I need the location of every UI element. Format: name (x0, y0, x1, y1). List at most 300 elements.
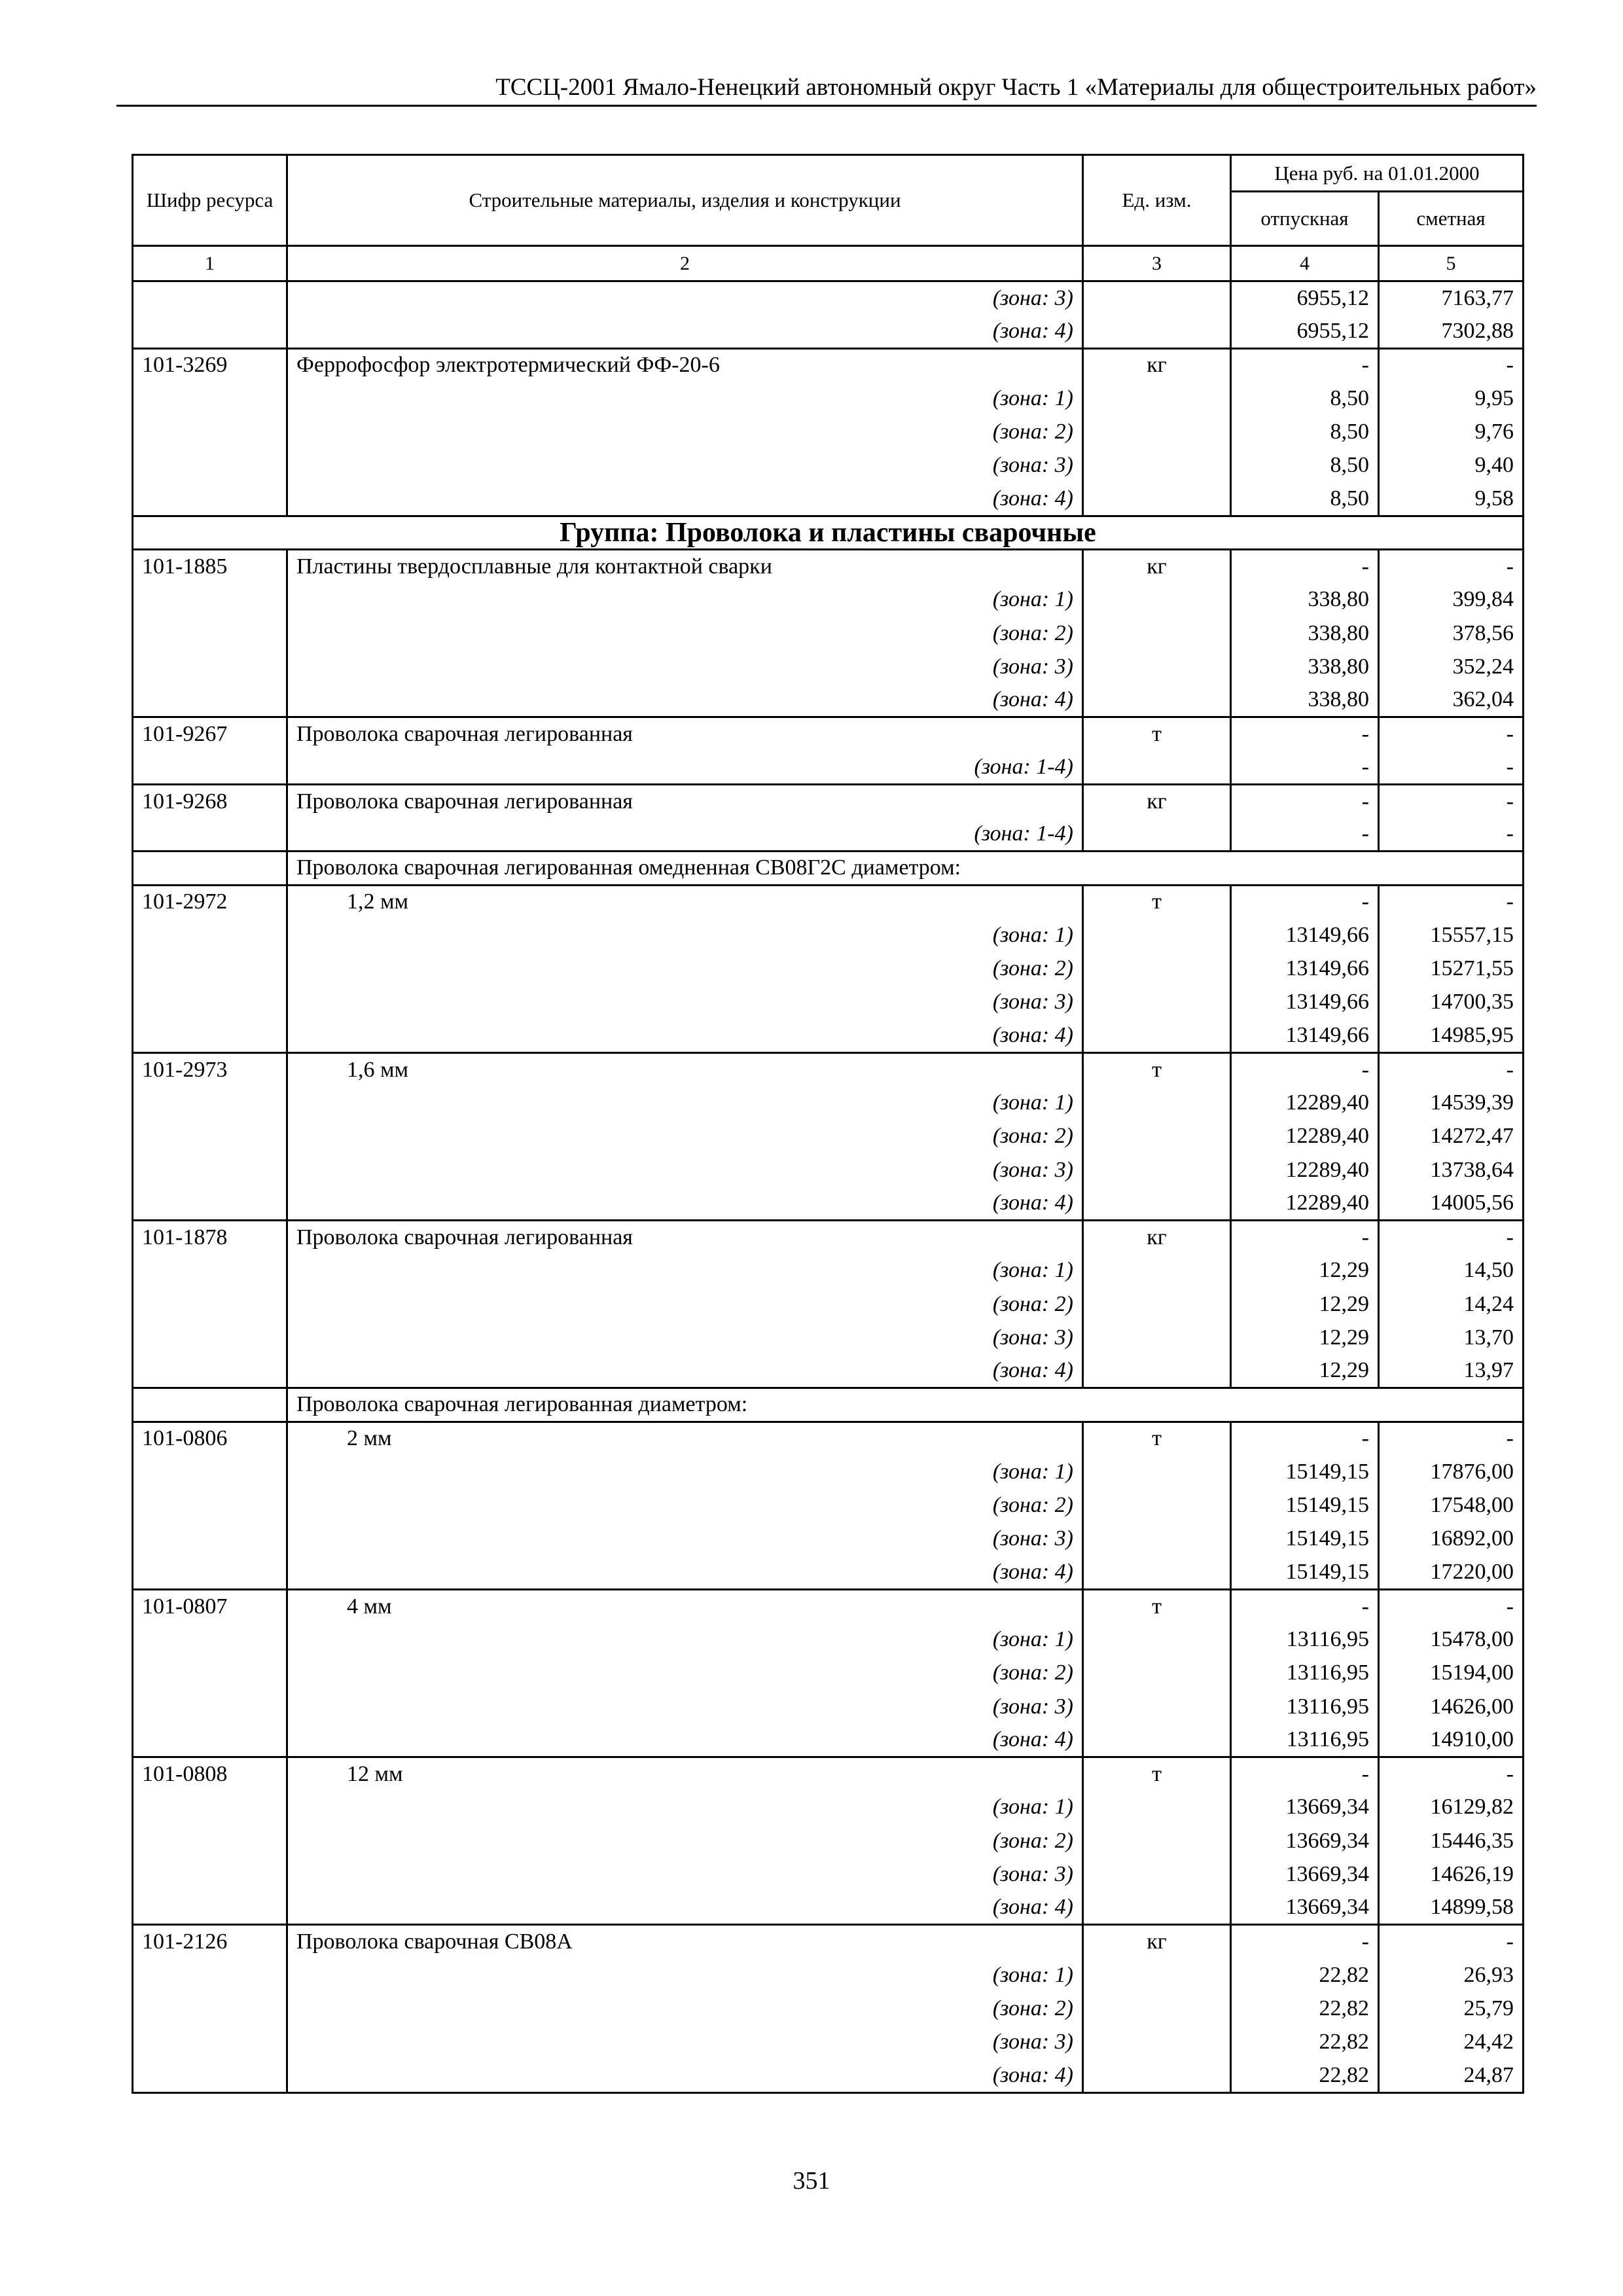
unit-cell (1083, 818, 1231, 852)
unit-cell (1083, 416, 1231, 449)
release-price: 8,50 (1231, 449, 1379, 482)
estimate-price: - (1379, 1422, 1524, 1455)
zone-label: (зона: 4) (287, 1723, 1083, 1757)
release-price: 8,50 (1231, 416, 1379, 449)
unit-cell: т (1083, 1757, 1231, 1791)
estimate-price: 17876,00 (1379, 1455, 1524, 1488)
release-price: 338,80 (1231, 617, 1379, 650)
unit-cell (1083, 1086, 1231, 1120)
release-price: 13149,66 (1231, 1019, 1379, 1052)
estimate-price: 362,04 (1379, 684, 1524, 717)
zone-label: (зона: 2) (287, 1120, 1083, 1153)
release-price: - (1231, 1052, 1379, 1086)
zone-label: (зона: 1) (287, 1623, 1083, 1657)
code-cell (133, 1556, 287, 1589)
release-price: 15149,15 (1231, 1556, 1379, 1589)
code-cell (133, 1086, 287, 1120)
release-price: 12,29 (1231, 1321, 1379, 1354)
estimate-price: 14272,47 (1379, 1120, 1524, 1153)
zone-label: (зона: 1) (287, 1086, 1083, 1120)
table-row (133, 1925, 1524, 1958)
code-cell (133, 818, 287, 852)
unit-cell (1083, 952, 1231, 986)
unit-cell (1083, 1019, 1231, 1052)
column-number: 3 (1083, 246, 1231, 281)
zone-row (133, 1623, 1524, 1657)
release-price: 12289,40 (1231, 1086, 1379, 1120)
estimate-price: 24,87 (1379, 2059, 1524, 2092)
unit-cell (1083, 1153, 1231, 1187)
estimate-price: 14985,95 (1379, 1019, 1524, 1052)
code-cell (133, 852, 287, 885)
estimate-price: 9,95 (1379, 382, 1524, 415)
release-price: 13116,95 (1231, 1623, 1379, 1657)
unit-cell (1083, 583, 1231, 617)
resource-code: 101-0806 (133, 1422, 287, 1455)
code-cell (133, 650, 287, 683)
code-cell (133, 2026, 287, 2059)
zone-label: (зона: 3) (287, 281, 1083, 315)
material-name: Пластины твердосплавные для контактной сварки (287, 550, 1083, 583)
release-price: 13116,95 (1231, 1657, 1379, 1690)
zone-row (133, 1120, 1524, 1153)
subheading-row (133, 1388, 1524, 1422)
zone-row (133, 1522, 1524, 1556)
estimate-price: 14005,56 (1379, 1187, 1524, 1220)
code-cell (133, 986, 287, 1019)
estimate-price: 14910,00 (1379, 1723, 1524, 1757)
code-cell (133, 1892, 287, 1925)
table-row (133, 1757, 1524, 1791)
code-cell (133, 1657, 287, 1690)
estimate-price: 399,84 (1379, 583, 1524, 617)
estimate-price: 378,56 (1379, 617, 1524, 650)
zone-label: (зона: 4) (287, 2059, 1083, 2092)
material-name: 4 мм (287, 1589, 1083, 1623)
code-cell (133, 1824, 287, 1857)
estimate-price: 14,50 (1379, 1254, 1524, 1287)
estimate-price: - (1379, 1757, 1524, 1791)
code-cell (133, 1623, 287, 1657)
resource-code: 101-2973 (133, 1052, 287, 1086)
unit-cell (1083, 2059, 1231, 2092)
material-name: Проволока сварочная легированная (287, 1221, 1083, 1254)
col-header-estimate: сметная (1379, 192, 1524, 246)
release-price: 15149,15 (1231, 1455, 1379, 1488)
release-price: 6955,12 (1231, 281, 1379, 315)
release-price: 13669,34 (1231, 1892, 1379, 1925)
estimate-price: - (1379, 1052, 1524, 1086)
zone-label: (зона: 4) (287, 482, 1083, 516)
release-price: 12,29 (1231, 1254, 1379, 1287)
code-cell (133, 1187, 287, 1220)
unit-cell (1083, 1657, 1231, 1690)
estimate-price: 15478,00 (1379, 1623, 1524, 1657)
resource-code: 101-0808 (133, 1757, 287, 1791)
subheading-text: Проволока сварочная легированная диаметром: (287, 1388, 1524, 1422)
unit-cell (1083, 1321, 1231, 1354)
code-cell (133, 482, 287, 516)
unit-cell (1083, 1522, 1231, 1556)
running-header: ТССЦ-2001 Ямало-Ненецкий автономный округ Часть 1 «Материалы для общестроительных работ» (495, 74, 1537, 101)
zone-label: (зона: 2) (287, 952, 1083, 986)
release-price: 22,82 (1231, 1992, 1379, 2025)
code-cell (133, 1120, 287, 1153)
column-number-row (133, 246, 1524, 281)
code-cell (133, 1723, 287, 1757)
zone-label: (зона: 3) (287, 1153, 1083, 1187)
unit-cell: кг (1083, 1925, 1231, 1958)
zone-row (133, 2059, 1524, 2092)
table-row (133, 1422, 1524, 1455)
unit-cell (1083, 1892, 1231, 1925)
estimate-price: 14700,35 (1379, 986, 1524, 1019)
unit-cell (1083, 1355, 1231, 1388)
code-cell (133, 1455, 287, 1488)
unit-cell (1083, 751, 1231, 784)
zone-label: (зона: 2) (287, 617, 1083, 650)
unit-cell (1083, 1690, 1231, 1723)
estimate-price: 9,76 (1379, 416, 1524, 449)
zone-label: (зона: 1) (287, 583, 1083, 617)
column-number: 5 (1379, 246, 1524, 281)
code-cell (133, 1321, 287, 1354)
release-price: 338,80 (1231, 684, 1379, 717)
code-cell (133, 952, 287, 986)
material-name: 2 мм (287, 1422, 1083, 1455)
release-price: 8,50 (1231, 482, 1379, 516)
zone-label: (зона: 4) (287, 315, 1083, 348)
release-price: 12,29 (1231, 1355, 1379, 1388)
zone-row (133, 1892, 1524, 1925)
release-price: - (1231, 717, 1379, 751)
col-header-name: Строительные материалы, изделия и конструкции (287, 155, 1083, 246)
release-price: - (1231, 885, 1379, 918)
estimate-price: - (1379, 818, 1524, 852)
code-cell (133, 315, 287, 348)
release-price: 13669,34 (1231, 1857, 1379, 1891)
release-price: 12289,40 (1231, 1153, 1379, 1187)
zone-label: (зона: 1-4) (287, 818, 1083, 852)
estimate-price: 14626,19 (1379, 1857, 1524, 1891)
unit-cell (1083, 1958, 1231, 1992)
unit-cell: т (1083, 717, 1231, 751)
zone-row (133, 1690, 1524, 1723)
code-cell (133, 281, 287, 315)
zone-label: (зона: 1-4) (287, 751, 1083, 784)
zone-label: (зона: 1) (287, 1958, 1083, 1992)
release-price: 22,82 (1231, 2059, 1379, 2092)
zone-row (133, 1992, 1524, 2025)
resource-code: 101-1885 (133, 550, 287, 583)
zone-label: (зона: 3) (287, 650, 1083, 683)
unit-cell (1083, 1187, 1231, 1220)
unit-cell (1083, 650, 1231, 683)
release-price: - (1231, 1925, 1379, 1958)
unit-cell: т (1083, 1052, 1231, 1086)
unit-cell (1083, 684, 1231, 717)
release-price: 12,29 (1231, 1287, 1379, 1321)
zone-label: (зона: 3) (287, 1522, 1083, 1556)
zone-row (133, 1489, 1524, 1522)
release-price: - (1231, 348, 1379, 382)
release-price: 15149,15 (1231, 1489, 1379, 1522)
estimate-price: 16892,00 (1379, 1522, 1524, 1556)
zone-row (133, 1254, 1524, 1287)
zone-row (133, 751, 1524, 784)
zone-row (133, 617, 1524, 650)
release-price: 8,50 (1231, 382, 1379, 415)
table-row (133, 717, 1524, 751)
zone-label: (зона: 1) (287, 918, 1083, 952)
estimate-price: - (1379, 550, 1524, 583)
column-number: 1 (133, 246, 287, 281)
zone-label: (зона: 1) (287, 1455, 1083, 1488)
code-cell (133, 1791, 287, 1824)
code-cell (133, 1522, 287, 1556)
unit-cell (1083, 281, 1231, 315)
unit-cell (1083, 382, 1231, 415)
zone-row (133, 1355, 1524, 1388)
code-cell (133, 1690, 287, 1723)
unit-cell (1083, 1556, 1231, 1589)
release-price: 15149,15 (1231, 1522, 1379, 1556)
release-price: - (1231, 1422, 1379, 1455)
resource-code: 101-2126 (133, 1925, 287, 1958)
release-price: 13116,95 (1231, 1723, 1379, 1757)
release-price: - (1231, 1221, 1379, 1254)
zone-row (133, 449, 1524, 482)
release-price: - (1231, 1757, 1379, 1791)
release-price: - (1231, 751, 1379, 784)
zone-row (133, 1657, 1524, 1690)
unit-cell: т (1083, 885, 1231, 918)
material-name: 1,6 мм (287, 1052, 1083, 1086)
release-price: 338,80 (1231, 650, 1379, 683)
estimate-price: 17548,00 (1379, 1489, 1524, 1522)
unit-cell (1083, 482, 1231, 516)
estimate-price: 15271,55 (1379, 952, 1524, 986)
material-name: Проволока сварочная легированная (287, 717, 1083, 751)
zone-label: (зона: 3) (287, 1321, 1083, 1354)
code-cell (133, 1355, 287, 1388)
estimate-price: 9,58 (1379, 482, 1524, 516)
estimate-price: 24,42 (1379, 2026, 1524, 2059)
estimate-price: 7163,77 (1379, 281, 1524, 315)
table-row (133, 1221, 1524, 1254)
estimate-price: 352,24 (1379, 650, 1524, 683)
estimate-price: 14626,00 (1379, 1690, 1524, 1723)
resource-code: 101-9267 (133, 717, 287, 751)
zone-label: (зона: 1) (287, 382, 1083, 415)
zone-row (133, 2026, 1524, 2059)
estimate-price: 25,79 (1379, 1992, 1524, 2025)
resource-code: 101-1878 (133, 1221, 287, 1254)
code-cell (133, 382, 287, 415)
unit-cell: кг (1083, 1221, 1231, 1254)
zone-row (133, 1153, 1524, 1187)
table-row (133, 784, 1524, 817)
col-header-code: Шифр ресурса (133, 155, 287, 246)
code-cell (133, 583, 287, 617)
zone-row (133, 583, 1524, 617)
resource-code: 101-9268 (133, 784, 287, 817)
release-price: 13669,34 (1231, 1791, 1379, 1824)
unit-cell (1083, 1723, 1231, 1757)
material-name: Проволока сварочная легированная (287, 784, 1083, 817)
unit-cell (1083, 1120, 1231, 1153)
unit-cell (1083, 315, 1231, 348)
col-header-release: отпускная (1231, 192, 1379, 246)
estimate-price: 9,40 (1379, 449, 1524, 482)
zone-label: (зона: 2) (287, 1287, 1083, 1321)
code-cell (133, 1992, 287, 2025)
zone-label: (зона: 1) (287, 1791, 1083, 1824)
zone-label: (зона: 4) (287, 1187, 1083, 1220)
table-header (133, 155, 1524, 281)
code-cell (133, 918, 287, 952)
table-row (133, 550, 1524, 583)
unit-cell (1083, 1287, 1231, 1321)
release-price: 12289,40 (1231, 1120, 1379, 1153)
release-price: - (1231, 784, 1379, 817)
estimate-price: - (1379, 751, 1524, 784)
zone-label: (зона: 2) (287, 416, 1083, 449)
zone-row (133, 1455, 1524, 1488)
code-cell (133, 1287, 287, 1321)
code-cell (133, 617, 287, 650)
zone-row (133, 1187, 1524, 1220)
unit-cell (1083, 1254, 1231, 1287)
code-cell (133, 2059, 287, 2092)
estimate-price: 26,93 (1379, 1958, 1524, 1992)
table-row (133, 1589, 1524, 1623)
release-price: 13149,66 (1231, 952, 1379, 986)
col-header-unit: Ед. изм. (1083, 155, 1231, 246)
zone-label: (зона: 2) (287, 1992, 1083, 2025)
zone-label: (зона: 3) (287, 986, 1083, 1019)
unit-cell: кг (1083, 348, 1231, 382)
material-name: 1,2 мм (287, 885, 1083, 918)
price-table (132, 154, 1524, 2094)
material-name: 12 мм (287, 1757, 1083, 1791)
release-price: 12289,40 (1231, 1187, 1379, 1220)
unit-cell (1083, 2026, 1231, 2059)
zone-label: (зона: 3) (287, 449, 1083, 482)
release-price: 13149,66 (1231, 918, 1379, 952)
zone-label: (зона: 4) (287, 1019, 1083, 1052)
group-title: Группа: Проволока и пластины сварочные (133, 516, 1524, 549)
code-cell (133, 751, 287, 784)
estimate-price: 7302,88 (1379, 315, 1524, 348)
zone-label: (зона: 2) (287, 1657, 1083, 1690)
subheading-text: Проволока сварочная легированная омедненная СВ08Г2С диаметром: (287, 852, 1524, 885)
estimate-price: 13,70 (1379, 1321, 1524, 1354)
zone-row (133, 281, 1524, 315)
zone-label: (зона: 1) (287, 1254, 1083, 1287)
release-price: - (1231, 818, 1379, 852)
material-name: Проволока сварочная СВ08А (287, 1925, 1083, 1958)
table-row (133, 1052, 1524, 1086)
unit-cell (1083, 1455, 1231, 1488)
zone-row (133, 1287, 1524, 1321)
group-row (133, 516, 1524, 549)
unit-cell (1083, 449, 1231, 482)
code-cell (133, 1489, 287, 1522)
release-price: 338,80 (1231, 583, 1379, 617)
zone-label: (зона: 4) (287, 1355, 1083, 1388)
estimate-price: - (1379, 1925, 1524, 1958)
unit-cell (1083, 1992, 1231, 2025)
zone-label: (зона: 2) (287, 1489, 1083, 1522)
code-cell (133, 1388, 287, 1422)
zone-row (133, 918, 1524, 952)
zone-row (133, 650, 1524, 683)
resource-code: 101-0807 (133, 1589, 287, 1623)
zone-label: (зона: 3) (287, 2026, 1083, 2059)
release-price: 6955,12 (1231, 315, 1379, 348)
unit-cell: кг (1083, 550, 1231, 583)
estimate-price: 13738,64 (1379, 1153, 1524, 1187)
release-price: - (1231, 1589, 1379, 1623)
unit-cell: кг (1083, 784, 1231, 817)
zone-row (133, 1723, 1524, 1757)
zone-row (133, 986, 1524, 1019)
zone-row (133, 818, 1524, 852)
estimate-price: - (1379, 885, 1524, 918)
release-price: 22,82 (1231, 1958, 1379, 1992)
zone-label: (зона: 2) (287, 1824, 1083, 1857)
code-cell (133, 1153, 287, 1187)
zone-row (133, 1556, 1524, 1589)
estimate-price: 15194,00 (1379, 1657, 1524, 1690)
code-cell (133, 1019, 287, 1052)
zone-row (133, 382, 1524, 415)
estimate-price: 13,97 (1379, 1355, 1524, 1388)
zone-row (133, 1824, 1524, 1857)
zone-row (133, 1857, 1524, 1891)
estimate-price: - (1379, 1221, 1524, 1254)
zone-row (133, 684, 1524, 717)
zone-label: (зона: 3) (287, 1690, 1083, 1723)
zone-row (133, 1958, 1524, 1992)
column-number: 4 (1231, 246, 1379, 281)
code-cell (133, 1857, 287, 1891)
table-row (133, 348, 1524, 382)
code-cell (133, 684, 287, 717)
release-price: 22,82 (1231, 2026, 1379, 2059)
zone-row (133, 1791, 1524, 1824)
estimate-price: 16129,82 (1379, 1791, 1524, 1824)
zone-label: (зона: 3) (287, 1857, 1083, 1891)
table-body (133, 281, 1524, 2093)
page-number: 351 (793, 2167, 830, 2195)
zone-row (133, 1321, 1524, 1354)
subheading-row (133, 852, 1524, 885)
resource-code: 101-2972 (133, 885, 287, 918)
code-cell (133, 449, 287, 482)
release-price: 13669,34 (1231, 1824, 1379, 1857)
table-row (133, 885, 1524, 918)
header-rule (116, 105, 1537, 107)
estimate-price: 15446,35 (1379, 1824, 1524, 1857)
unit-cell (1083, 1857, 1231, 1891)
release-price: 13116,95 (1231, 1690, 1379, 1723)
zone-row (133, 315, 1524, 348)
unit-cell: т (1083, 1422, 1231, 1455)
estimate-price: 15557,15 (1379, 918, 1524, 952)
code-cell (133, 1958, 287, 1992)
